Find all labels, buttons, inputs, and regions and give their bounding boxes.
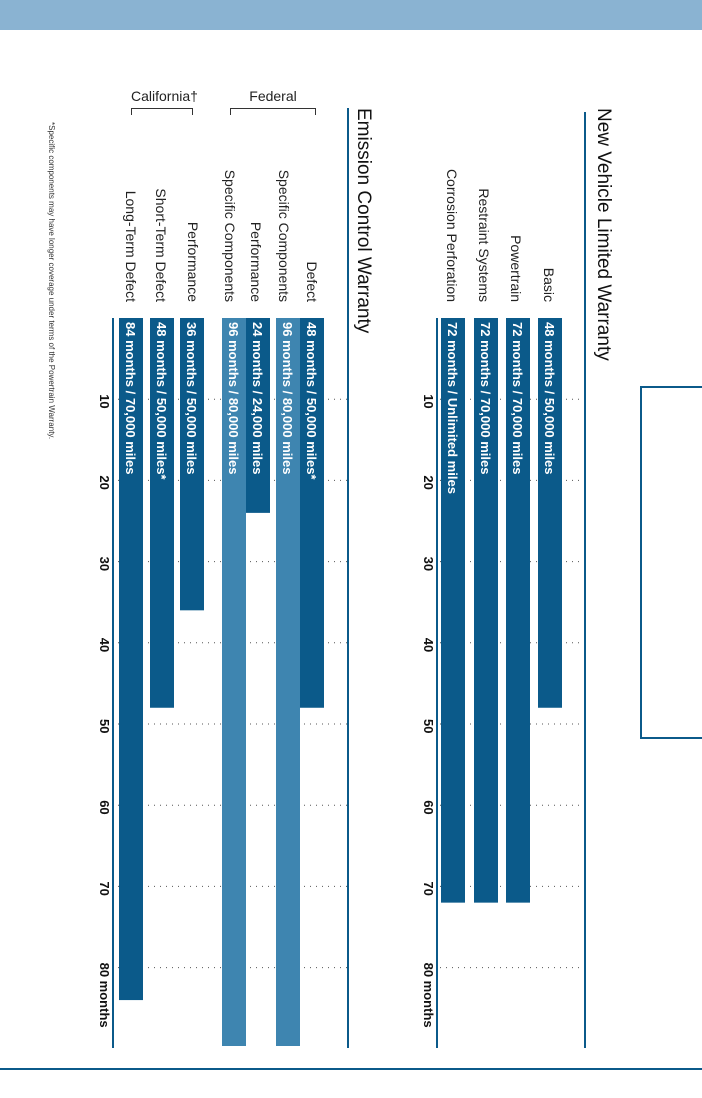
chart1-tick-label-70: 70 xyxy=(97,881,112,896)
chart1-bar-label-0: 48 months / 50,000 miles* xyxy=(304,322,319,480)
chart1-bar-label-1: 96 months / 80,000 miles xyxy=(280,322,295,475)
chart1-bar-label-6: 84 months / 70,000 miles xyxy=(123,322,138,475)
group-federal-label: Federal xyxy=(249,88,297,104)
chart1-tick-label-60: 60 xyxy=(97,800,112,815)
ecw-label-fed-performance: Performance xyxy=(248,221,264,302)
chart1-bar-label-4: 36 months / 50,000 miles xyxy=(184,322,199,475)
chart1-bar-label-3: 96 months / 80,000 miles xyxy=(226,322,241,475)
chart1-tick-label-20: 20 xyxy=(97,475,112,490)
chart0-tick-label-10: 10 xyxy=(421,394,436,409)
chart0-tick-label-60: 60 xyxy=(421,800,436,815)
nvlw-title: New Vehicle Limited Warranty xyxy=(593,108,614,361)
ecw-label-ca-performance: Performance xyxy=(185,221,201,302)
ecw-label-fed-specific-1: Specific Components xyxy=(276,169,292,302)
ecw-label-ca-long-term: Long-Term Defect xyxy=(123,190,139,302)
chart1-bar-label-5: 48 months / 50,000 miles* xyxy=(154,322,169,480)
ecw-label-fed-defect: Defect xyxy=(304,261,320,302)
chart0-tick-label-70: 70 xyxy=(421,881,436,896)
chart0-bar-label-3: 72 months / Unlimited miles xyxy=(445,322,460,494)
chart0-bar-label-1: 72 months / 70,000 miles xyxy=(510,322,525,475)
chart0-tick-label-50: 50 xyxy=(421,719,436,734)
chart1-bar-label-2: 24 months / 24,000 miles xyxy=(250,322,265,475)
chart1-tick-label-40: 40 xyxy=(97,637,112,653)
chart1-tick-label-30: 30 xyxy=(97,556,112,572)
chart1-tick-label-10: 10 xyxy=(97,394,112,409)
nvlw-label-corrosion: Corrosion Perforation xyxy=(444,168,460,302)
nvlw-label-basic: Basic xyxy=(541,267,557,302)
chart1-tick-label-80: 80 months xyxy=(97,962,112,1028)
chart0-bar-label-2: 72 months / 70,000 miles xyxy=(478,322,493,475)
chart0-tick-label-30: 30 xyxy=(421,556,436,572)
chart0-tick-label-20: 20 xyxy=(421,475,436,490)
ecw-label-fed-specific-2: Specific Components xyxy=(222,169,238,302)
chart1-tick-label-50: 50 xyxy=(97,719,112,734)
group-california-label: California† xyxy=(131,88,198,104)
footnote: *Specific components may have longer coverage under terms of the Powertrain Warranty. xyxy=(47,122,56,440)
chart0-tick-label-40: 40 xyxy=(421,637,436,653)
nvlw-label-powertrain: Powertrain xyxy=(508,235,524,302)
ecw-label-ca-short-term: Short-Term Defect xyxy=(153,188,169,302)
ecw-title: Emission Control Warranty xyxy=(353,108,374,334)
chart0-tick-label-80: 80 months xyxy=(421,962,436,1028)
nvlw-label-restraint: Restraint Systems xyxy=(476,188,492,302)
chart0-bar-label-0: 48 months / 50,000 miles xyxy=(542,322,557,475)
